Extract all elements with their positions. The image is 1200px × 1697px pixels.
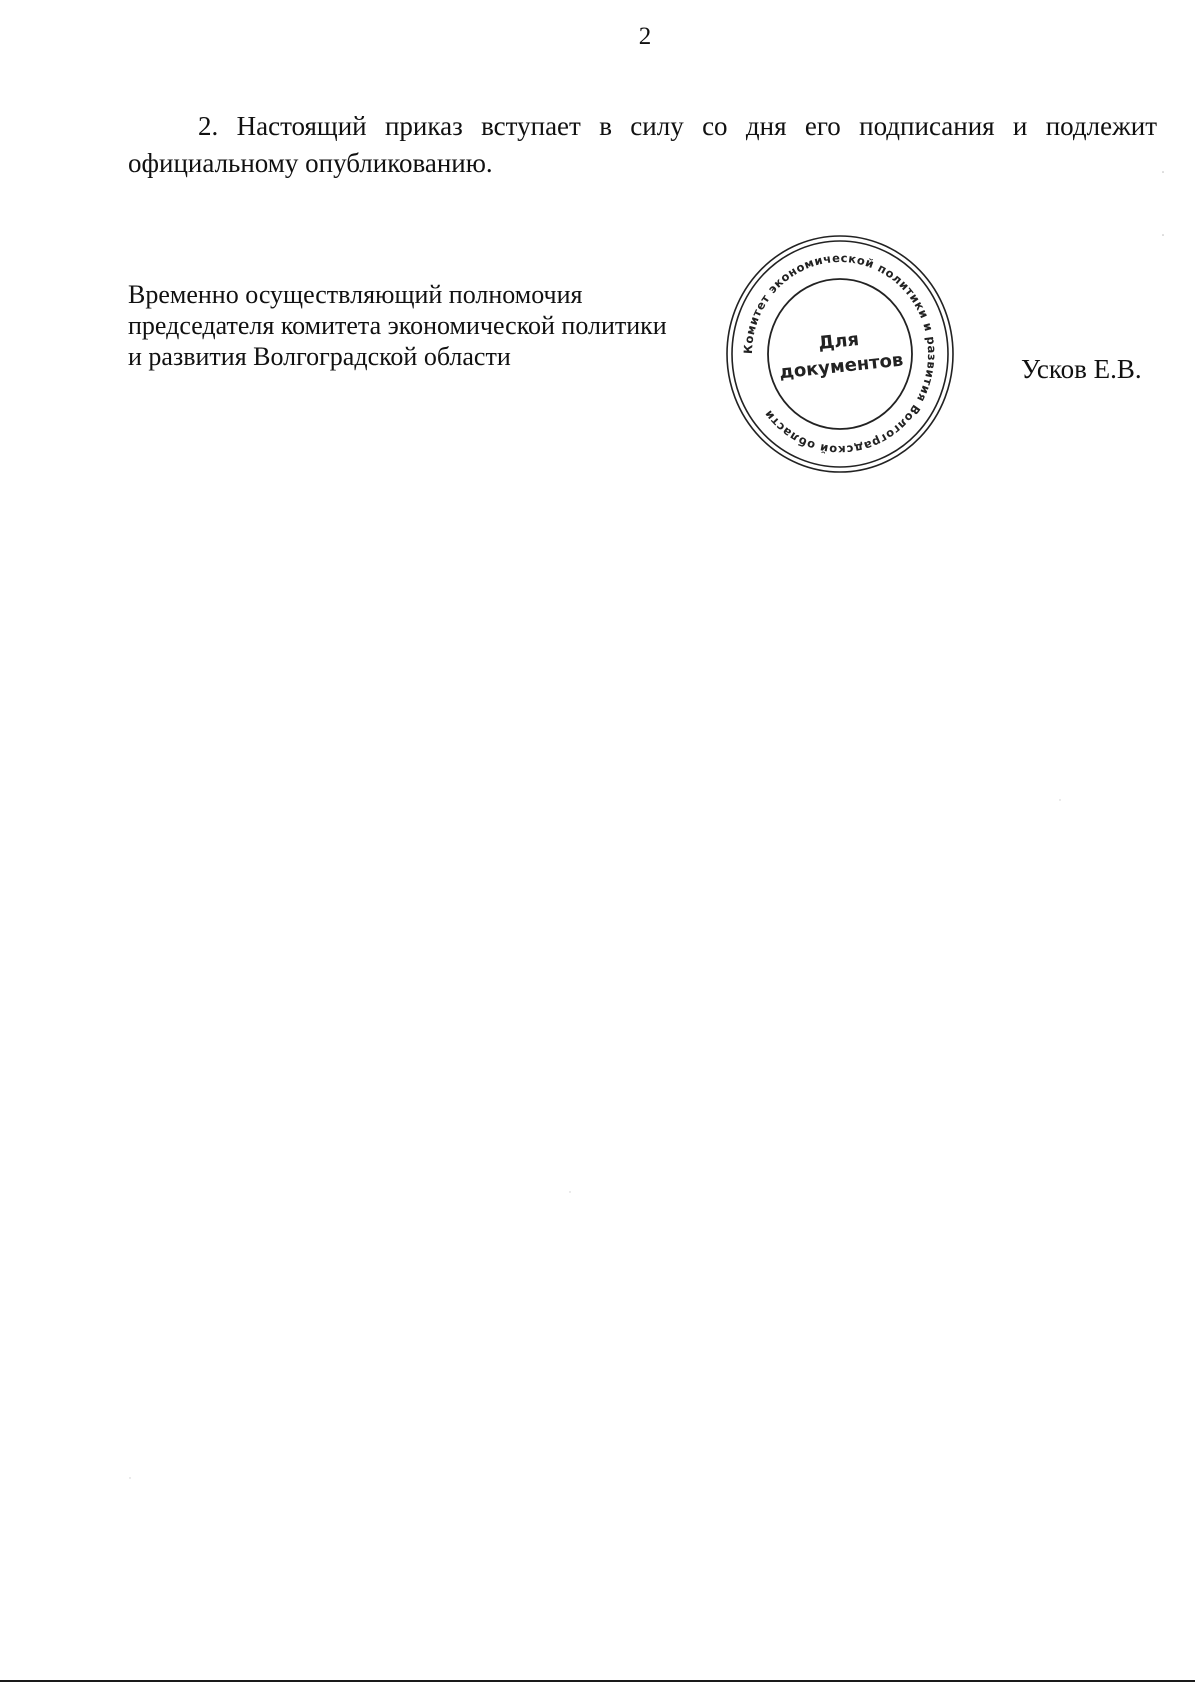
body-paragraph: 2. Настоящий приказ вступает в силу со дня его подписания и подлежит официальному опубликованию.	[128, 111, 1157, 178]
signer-name: Усков Е.В.	[1021, 354, 1142, 384]
stamp-center-line-2: документов	[778, 349, 905, 384]
signer-title-line: председателя комитета экономической политики	[128, 311, 667, 340]
official-stamp	[724, 232, 956, 476]
stamp-center-line-1: Для	[817, 328, 861, 355]
signer-title-line: и развития Волгоградской области	[128, 342, 511, 371]
signer-title	[128, 279, 748, 372]
signer-title-line: Временно осуществляющий полномочия	[128, 280, 583, 309]
bottom-rule	[0, 1680, 1195, 1682]
page-number: 2	[638, 23, 652, 50]
stamp-ring-text: Комитет экономической политики и развития Волгоградской области	[740, 250, 940, 458]
